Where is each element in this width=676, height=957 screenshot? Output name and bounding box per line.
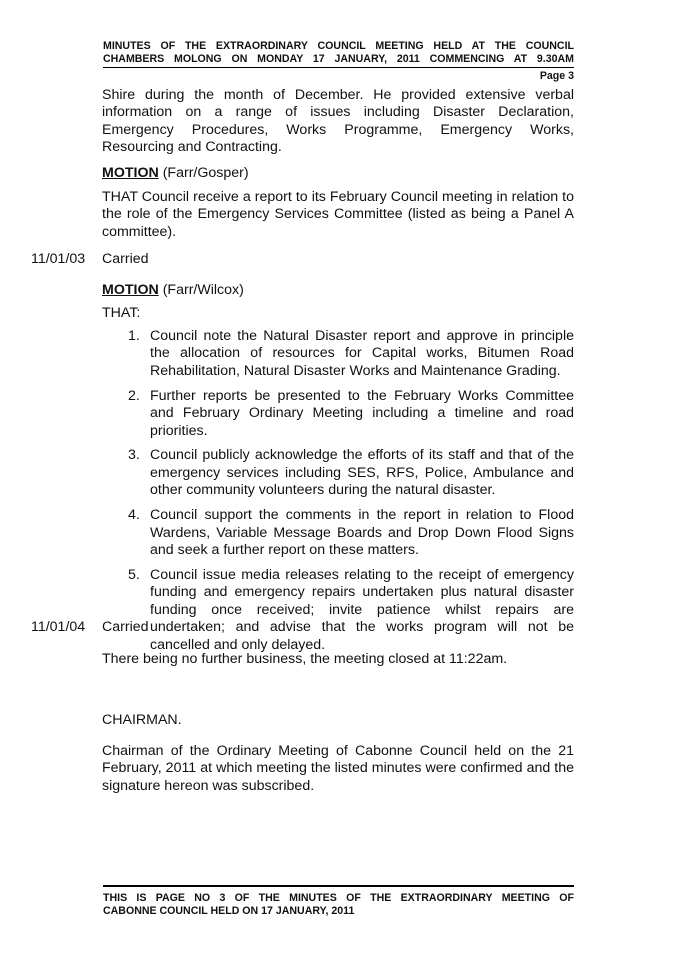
list-item-text: Further reports be presented to the February Works Committee and February Ordinary Meeting including a timeline and road priorities.	[150, 387, 574, 439]
page-footer	[103, 885, 574, 918]
list-item	[128, 567, 574, 654]
footer-divider	[103, 885, 574, 887]
motion-2-movers: (Farr/Wilcox)	[158, 282, 244, 298]
list-item	[128, 388, 574, 440]
list-item-number: 5.	[128, 566, 140, 583]
minute-number-1: 11/01/03	[31, 251, 86, 267]
motion-1-text: THAT Council receive a report to its February Council meeting in relation to the role of the Emergency Services Committee (listed as being a Panel A committee).	[102, 189, 574, 240]
list-item-number: 1.	[128, 328, 140, 344]
header-title-line-2: CHAMBERS MOLONG ON MONDAY 17 JANUARY, 2011 COMMENCING AT 9.30AM	[103, 53, 574, 65]
minute-number-2: 11/01/04	[31, 619, 86, 635]
list-item-text: Council support the comments in the report in relation to Flood Wardens, Variable Message Boards and Drop Down Flood Signs and seek a further report on these matters.	[150, 507, 574, 558]
motion-2-that: THAT:	[102, 305, 141, 321]
footer-line-2: CABONNE COUNCIL HELD ON 17 JANUARY, 2011	[103, 905, 355, 917]
list-item-number: 4.	[128, 507, 140, 524]
list-item-text: Council note the Natural Disaster report and approve in principle the allocation of resources for Capital works, Bitumen Road Rehabilitation, Natural Disaster Works and Maintenance Grading.	[150, 328, 574, 379]
header-title-line-1: MINUTES OF THE EXTRAORDINARY COUNCIL MEETING HELD AT THE COUNCIL	[103, 40, 574, 52]
minute-2-result: Carried	[102, 619, 149, 635]
list-item-text: Council publicly acknowledge the efforts of its staff and that of the emergency services including SES, RFS, Police, Ambulance and other community volunteers during the natural disaster.	[150, 447, 574, 499]
chairman-label: CHAIRMAN.	[102, 712, 182, 728]
list-item-text: Council issue media releases relating to the receipt of emergency funding and emergency repairs undertaken plus natural disaster funding once received; invite patience whilst repairs are undertaken; and advise that the works program will not be cancelled and only delayed.	[150, 566, 574, 653]
closing-statement: There being no further business, the meeting closed at 11:22am.	[102, 651, 508, 667]
motion-2-label: MOTION	[102, 282, 159, 298]
resolution-list	[128, 328, 574, 661]
page-header	[103, 40, 574, 83]
footer-line-1: THIS IS PAGE NO 3 OF THE MINUTES OF THE EXTRAORDINARY MEETING OF	[103, 892, 574, 904]
intro-paragraph: Shire during the month of December. He provided extensive verbal information on a range of issues including Disaster Declaration, Emergency Procedures, Works Programme, Emergency Works, Resourcing and Contracting.	[102, 87, 574, 156]
minute-1-result: Carried	[102, 251, 149, 267]
motion-1-movers: (Farr/Gosper)	[158, 165, 249, 181]
list-item	[128, 507, 574, 559]
confirmation-paragraph: Chairman of the Ordinary Meeting of Cabonne Council held on the 21 February, 2011 at which meeting the listed minutes were confirmed and the signature hereon was subscribed.	[102, 743, 574, 794]
list-item	[128, 447, 574, 499]
list-item-number: 3.	[128, 447, 140, 464]
motion-1-label: MOTION	[102, 165, 159, 181]
motion-1-heading	[102, 165, 574, 182]
list-item-number: 2.	[128, 387, 140, 404]
page-number: Page 3	[539, 70, 574, 82]
header-divider	[103, 67, 574, 68]
motion-2-heading	[102, 282, 574, 299]
list-item	[128, 328, 574, 380]
